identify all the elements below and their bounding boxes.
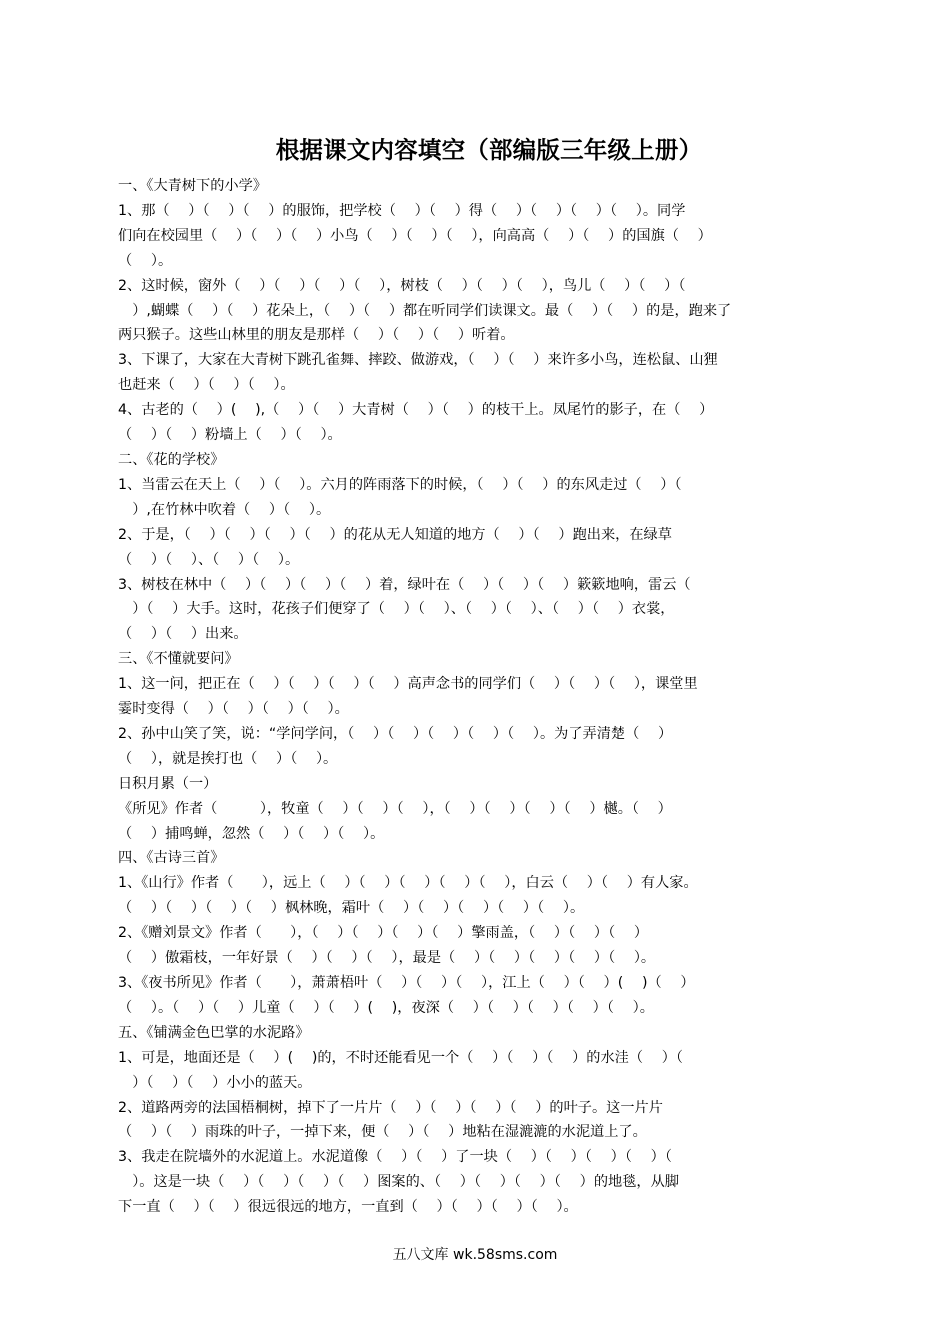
document-body <box>118 174 860 1220</box>
text-line: 霎时变得（ ）（ ）（ ）（ ）。 <box>118 701 349 718</box>
text-line: 1、可是，地面还是（ ）( )的，不时还能看见一个（ ）（ ）（ ）的水洼（ ）（ <box>118 1049 683 1066</box>
text-line: 3、树枝在林中（ ）（ ）（ ）（ ）着，绿叶在（ ）（ ）（ ）簌簌地响，雷云（ <box>118 576 691 593</box>
text-line: 1、这一问，把正在（ ）（ ）（ ）（ ）高声念书的同学们（ ）（ ）（ ），课堂里 <box>118 676 698 693</box>
text-line: 3、下课了，大家在大青树下跳孔雀舞、摔跤、做游戏，（ ）（ ）来许多小鸟，连松鼠、山狸 <box>118 352 718 369</box>
text-line: 1、《山行》作者（ ），远上（ ）（ ）（ ）（ ）（ ），白云（ ）（ ）有人家。 <box>118 875 698 892</box>
text-line: ）。这是一块（ ）（ ）（ ）（ ）图案的、（ ）（ ）（ ）（ ）的地毯，从脚 <box>118 1174 679 1191</box>
text-line: （ ）。（ ）（ ）儿童（ ）（ ）( )，夜深（ ）（ ）（ ）（ ）（ ）。 <box>118 999 654 1016</box>
text-line: 两只猴子。这些山林里的朋友是那样（ ）（ ）（ ）听着。 <box>118 327 515 344</box>
text-line: （ ），就是挨打也（ ）（ ）。 <box>118 750 338 767</box>
text-line: 3、《夜书所见》作者（ ），萧萧梧叶（ ）（ ）（ ），江上（ ）（ ）( )（ ） <box>118 975 695 991</box>
text-line: （ ）（ ）粉墙上（ ）（ ）。 <box>118 427 342 444</box>
text-line: 2、孙中山笑了笑，说：“学问学问，（ ）（ ）（ ）（ ）（ ）。为了弄清楚（ ） <box>118 725 673 742</box>
text-line: 2、于是，（ ）（ ）（ ）（ ）的花从无人知道的地方（ ）（ ）跑出来，在绿草 <box>118 526 672 543</box>
text-line: ）,蝴蝶（ ）（ ）花朵上，（ ）（ ）都在听同学们读课文。最（ ）（ ）的是，跑来了 <box>118 302 732 319</box>
section-heading: 二、《花的学校》 <box>118 451 225 468</box>
text-line: 《所见》作者（ ），牧童（ ）（ ）（ ），（ ）（ ）（ ）（ ）樾。（ ） <box>118 800 672 817</box>
text-line: 3、我走在院墙外的水泥道上。水泥道像（ ）（ ）了一块（ ）（ ）（ ）（ ）（ <box>118 1149 672 1166</box>
text-line: 也赶来（ ）（ ）（ ）。 <box>118 377 295 394</box>
text-line: 2、这时候，窗外（ ）（ ）（ ）（ ），树枝（ ）（ ）（ ），鸟儿（ ）（ ）（ <box>118 277 686 294</box>
text-line: ）,在竹林中吹着（ ）（ ）。 <box>118 501 331 518</box>
text-line: 1、那（ ）（ ）（ ）的服饰，把学校（ ）（ ）得（ ）（ ）（ ）（ ）。同学 <box>118 202 686 219</box>
text-line: 下一直（ ）（ ）很远很远的地方，一直到（ ）（ ）（ ）（ ）。 <box>118 1199 578 1216</box>
text-line: （ ）（ ）（ ）（ ）枫林晚，霜叶（ ）（ ）（ ）（ ）（ ）。 <box>118 900 585 917</box>
text-line: 2、道路两旁的法国梧桐树，掉下了一片片（ ）（ ）（ ）（ ）的叶子。这一片片 <box>118 1099 663 1116</box>
text-line: 们向在校园里（ ）（ ）（ ）小鸟（ ）（ ）（ ），向高高（ ）（ ）的国旗（ ） <box>118 227 712 244</box>
text-line: （ ）捕鸣蝉，忽然（ ）（ ）（ ）。 <box>118 825 385 842</box>
footer-watermark: 五八文库 wk.58sms.com <box>392 1247 558 1263</box>
text-line: （ ）（ ）出来。 <box>118 626 248 643</box>
section-heading: 四、《古诗三首》 <box>118 850 225 867</box>
text-line: （ ）傲霜枝，一年好景（ ）（ ）（ ），最是（ ）（ ）（ ）（ ）（ ）。 <box>118 950 656 967</box>
section-heading: 三、《不懂就要问》 <box>118 651 239 668</box>
section-heading: 五、《铺满金色巴掌的水泥路》 <box>118 1024 310 1041</box>
text-line: （ ）。 <box>118 252 173 269</box>
text-line: 4、古老的（ ）( ),（ ）（ ）大青树（ ）（ ）的枝干上。凤尾竹的影子，在（ ） <box>118 402 714 419</box>
text-line: （ ）（ ）、（ ）（ ）。 <box>118 551 300 568</box>
text-line: ）（ ）大手。这时，花孩子们便穿了（ ）（ ）、（ ）（ ）、（ ）（ ）衣裳， <box>118 601 675 618</box>
text-line: （ ）（ ）雨珠的叶子，一掉下来，便（ ）（ ）地粘在湿漉漉的水泥道上了。 <box>118 1124 647 1141</box>
text-line: ）（ ）（ ）小小的蓝天。 <box>118 1074 312 1091</box>
section-heading: 一、《大青树下的小学》 <box>118 178 267 194</box>
text-line: 2、《赠刘景文》作者（ ），（ ）（ ）（ ）（ ）擎雨盖，（ ）（ ）（ ） <box>118 925 649 942</box>
text-line: 1、当雷云在天上（ ）（ ）。六月的阵雨落下的时候，（ ）（ ）的东风走过（ ）（ <box>118 476 682 493</box>
section-heading: 日积月累（一） <box>118 775 218 792</box>
document-title: 根据课文内容填空（部编版三年级上册） <box>275 136 703 164</box>
